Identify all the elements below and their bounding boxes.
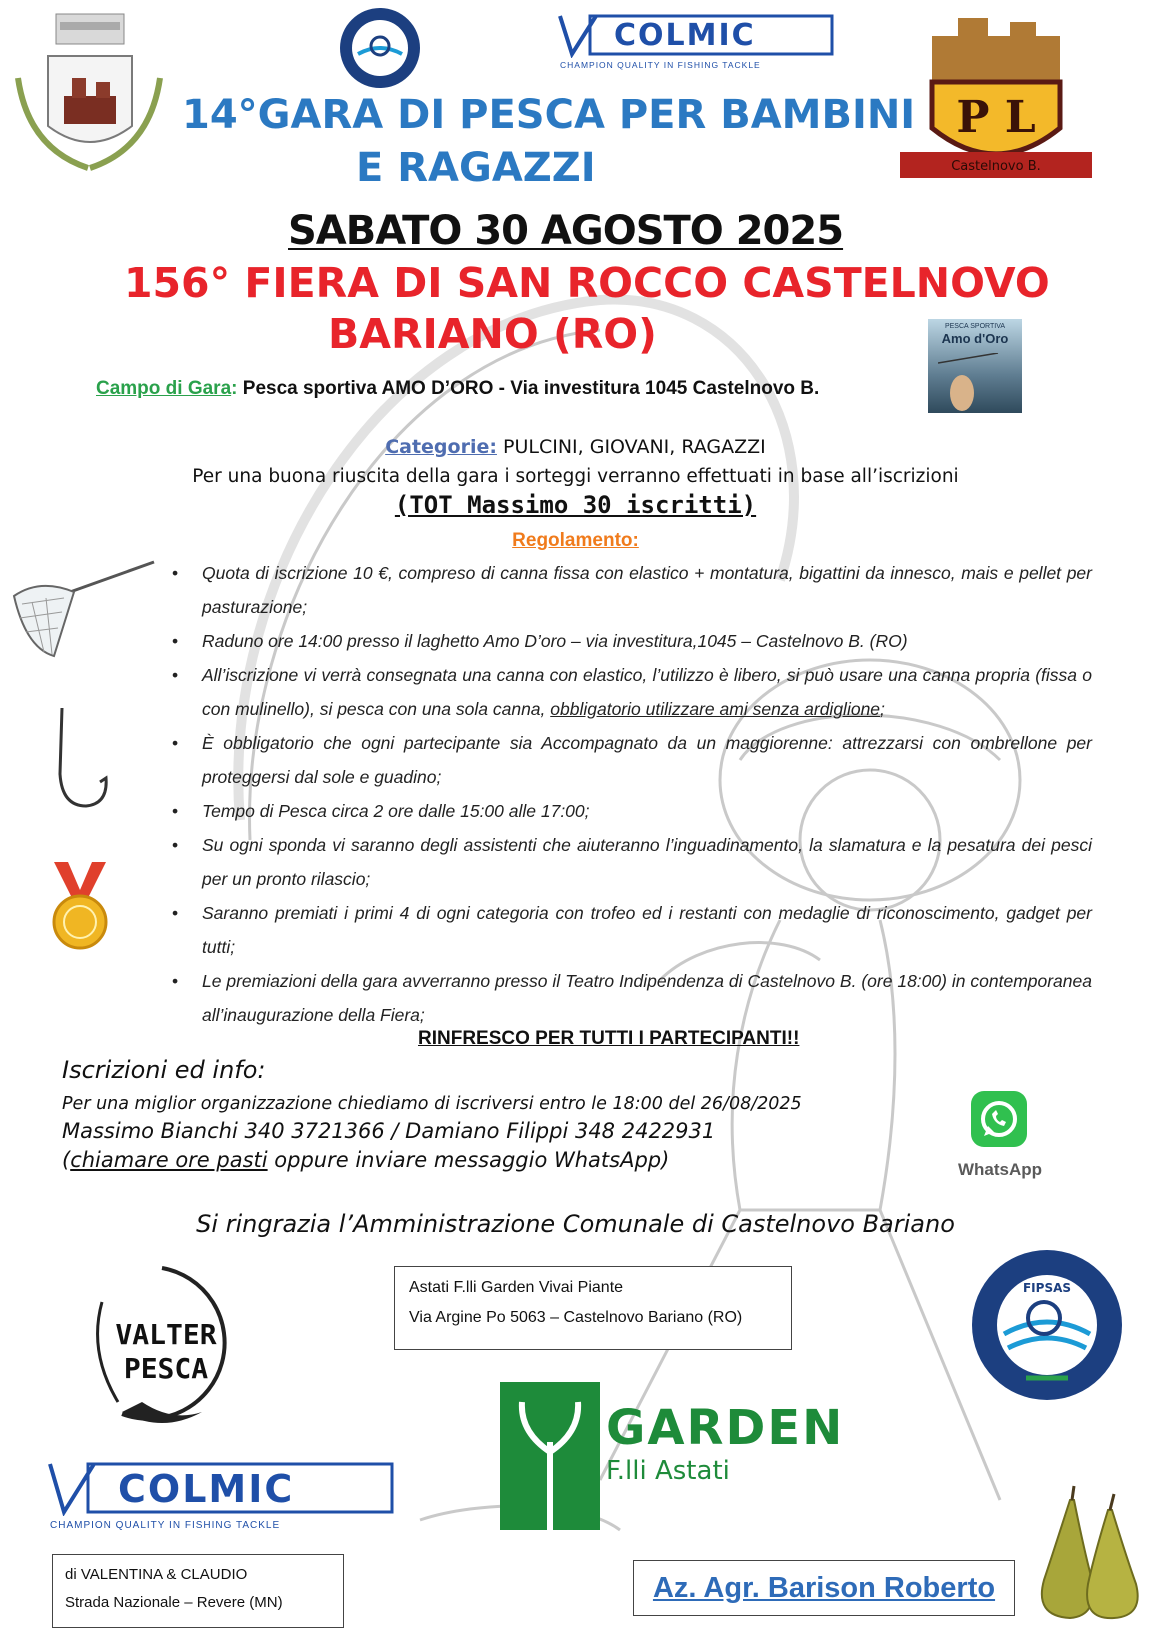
- rule-item: • Tempo di Pesca circa 2 ore dalle 15:00 alle 17:00;: [172, 794, 1092, 828]
- rule-item: • Raduno ore 14:00 presso il laghetto Amo D’oro – via investitura,1045 – Castelnovo B. (RO): [172, 624, 1092, 658]
- pl-castelnovo-shield: [898, 12, 1094, 182]
- call-rest: oppure inviare messaggio WhatsApp): [267, 1148, 670, 1172]
- colmic-logo-top: [556, 12, 836, 72]
- call-underlined: chiamare ore pasti: [70, 1148, 268, 1172]
- categorie-value: PULCINI, GIOVANI, RAGAZZI: [503, 436, 766, 458]
- valentina-line2: Strada Nazionale – Revere (MN): [65, 1594, 283, 1611]
- event-title-line2: E RAGAZZI: [356, 145, 596, 191]
- astati-line2: Via Argine Po 5063 – Castelnovo Bariano (RO): [409, 1309, 743, 1326]
- iscrizioni-heading: Iscrizioni ed info:: [62, 1056, 266, 1084]
- valentina-line1: di VALENTINA & CLAUDIO: [65, 1566, 248, 1583]
- fish-hook-icon: [52, 704, 114, 812]
- valter-pesca-logo: [82, 1262, 242, 1437]
- rule-3-underlined: obbligatorio utilizzare ami senza ardiglione: [550, 699, 881, 719]
- rule-item: [172, 658, 1092, 726]
- campo-value: Pesca sportiva AMO D’ORO - Via investitura 1045 Castelnovo B.: [242, 378, 820, 399]
- colmic-tagline: CHAMPION QUALITY IN FISHING TACKLE: [560, 60, 761, 70]
- rules-list: [172, 556, 1092, 1032]
- colmic-tagline-bottom: CHAMPION QUALITY IN FISHING TACKLE: [50, 1520, 281, 1531]
- whatsapp-icon: [970, 1090, 1028, 1148]
- garden-wordmark: GARDEN: [606, 1400, 845, 1456]
- rule-item: • Saranno premiati i primi 4 di ogni categoria con trofeo ed i restanti con medaglie di riconoscimento, gadget per tutti;: [172, 896, 1092, 964]
- pears-image: [1034, 1480, 1146, 1622]
- campo-label: Campo di Gara: [96, 378, 232, 399]
- event-title-line1: 14°GARA DI PESCA PER BAMBINI: [182, 92, 916, 138]
- event-date: SABATO 30 AGOSTO 2025: [288, 208, 844, 254]
- fipsas-label: FIPSAS: [1022, 1281, 1072, 1295]
- barison-sponsor-box: Az. Agr. Barison Roberto: [633, 1560, 1015, 1616]
- pl-name: Castelnovo B.: [951, 159, 1041, 174]
- rinfresco-banner: RINFRESCO PER TUTTI I PARTECIPANTI!!: [418, 1028, 800, 1049]
- amo-doro-logo: [928, 319, 1022, 413]
- regolamento-heading: [0, 530, 1151, 552]
- astati-line1: Astati F.lli Garden Vivai Piante: [409, 1279, 624, 1296]
- garden-subtitle: F.lli Astati: [606, 1456, 730, 1486]
- campo-di-gara: Campo di Gara: Pesca sportiva AMO D’ORO - Via investitura 1045 Castelnovo B.: [96, 378, 820, 399]
- valter-line2: PESCA: [123, 1352, 209, 1385]
- colmic-wordmark-bottom: COLMIC: [118, 1467, 295, 1511]
- comune-coat-of-arms: [8, 8, 170, 180]
- max-participants-text: (TOT Massimo 30 iscritti): [394, 491, 757, 519]
- fipsas-logo-top: [338, 6, 422, 90]
- rule-3-end: ;: [880, 699, 885, 719]
- fair-title-line1: 156° FIERA DI SAN ROCCO CASTELNOVO: [124, 259, 1050, 307]
- call-open: (: [62, 1148, 71, 1172]
- rule-item: • È obbligatorio che ogni partecipante sia Accompagnato da un maggiorenne: attrezzarsi con ombrellone per proteggersi dal sole e guadino;: [172, 726, 1092, 794]
- rule-item: • Quota di iscrizione 10 €, compreso di canna fissa con elastico + montatura, bigattini da innesco, mais e pellet per pasturazione;: [172, 556, 1092, 624]
- categorie: [0, 436, 1151, 458]
- rule-item: • Le premiazioni della gara avverranno presso il Teatro Indipendenza di Castelnovo B. (ore 18:00) in contemporanea all’inaugurazione della Fiera;: [172, 964, 1092, 1032]
- max-participants: [0, 491, 1151, 519]
- landing-net-icon: [10, 558, 156, 662]
- amo-doro-name: Amo d'Oro: [941, 331, 1009, 346]
- thanks-line: Si ringrazia l’Amministrazione Comunale di Castelnovo Bariano: [196, 1210, 955, 1238]
- pl-initials: P L: [956, 92, 1036, 143]
- garden-logo-mark: [500, 1382, 600, 1530]
- colmic-wordmark: COLMIC: [614, 18, 756, 53]
- fair-title-line2: BARIANO (RO): [328, 310, 657, 358]
- iscrizioni-call: [62, 1148, 669, 1172]
- fipsas-logo-bottom: [970, 1248, 1124, 1402]
- categorie-label: Categorie:: [385, 436, 497, 458]
- iscrizioni-deadline: Per una miglior organizzazione chiediamo di iscriversi entro le 18:00 del 26/08/2025: [62, 1094, 802, 1114]
- whatsapp-label: WhatsApp: [957, 1160, 1043, 1179]
- regolamento-text: Regolamento:: [512, 530, 639, 551]
- sorteggi-note: Per una buona riuscita della gara i sorteggi verranno effettuati in base all’iscrizioni: [192, 466, 959, 487]
- gold-medal-icon: [48, 862, 112, 954]
- astati-sponsor-box: [394, 1266, 792, 1350]
- amo-doro-tagline: PESCA SPORTIVA: [944, 323, 1006, 330]
- rule-item: • Su ogni sponda vi saranno degli assistenti che aiuteranno l’inguadinamento, la slamatura e la pesatura dei pesci per un pronto rilascio;: [172, 828, 1092, 896]
- valter-line1: VALTER: [115, 1318, 217, 1351]
- valentina-sponsor-box: [52, 1554, 344, 1628]
- colmic-logo-bottom: [46, 1460, 396, 1534]
- iscrizioni-contacts: Massimo Bianchi 340 3721366 / Damiano Filippi 348 2422931: [62, 1119, 716, 1143]
- rule-3-text: All’iscrizione vi verrà consegnata una canna con elastico, l’utilizzo è libero, si può usare una canna propria (fissa o con mulinello), si pesca con una sola canna,: [202, 665, 1092, 719]
